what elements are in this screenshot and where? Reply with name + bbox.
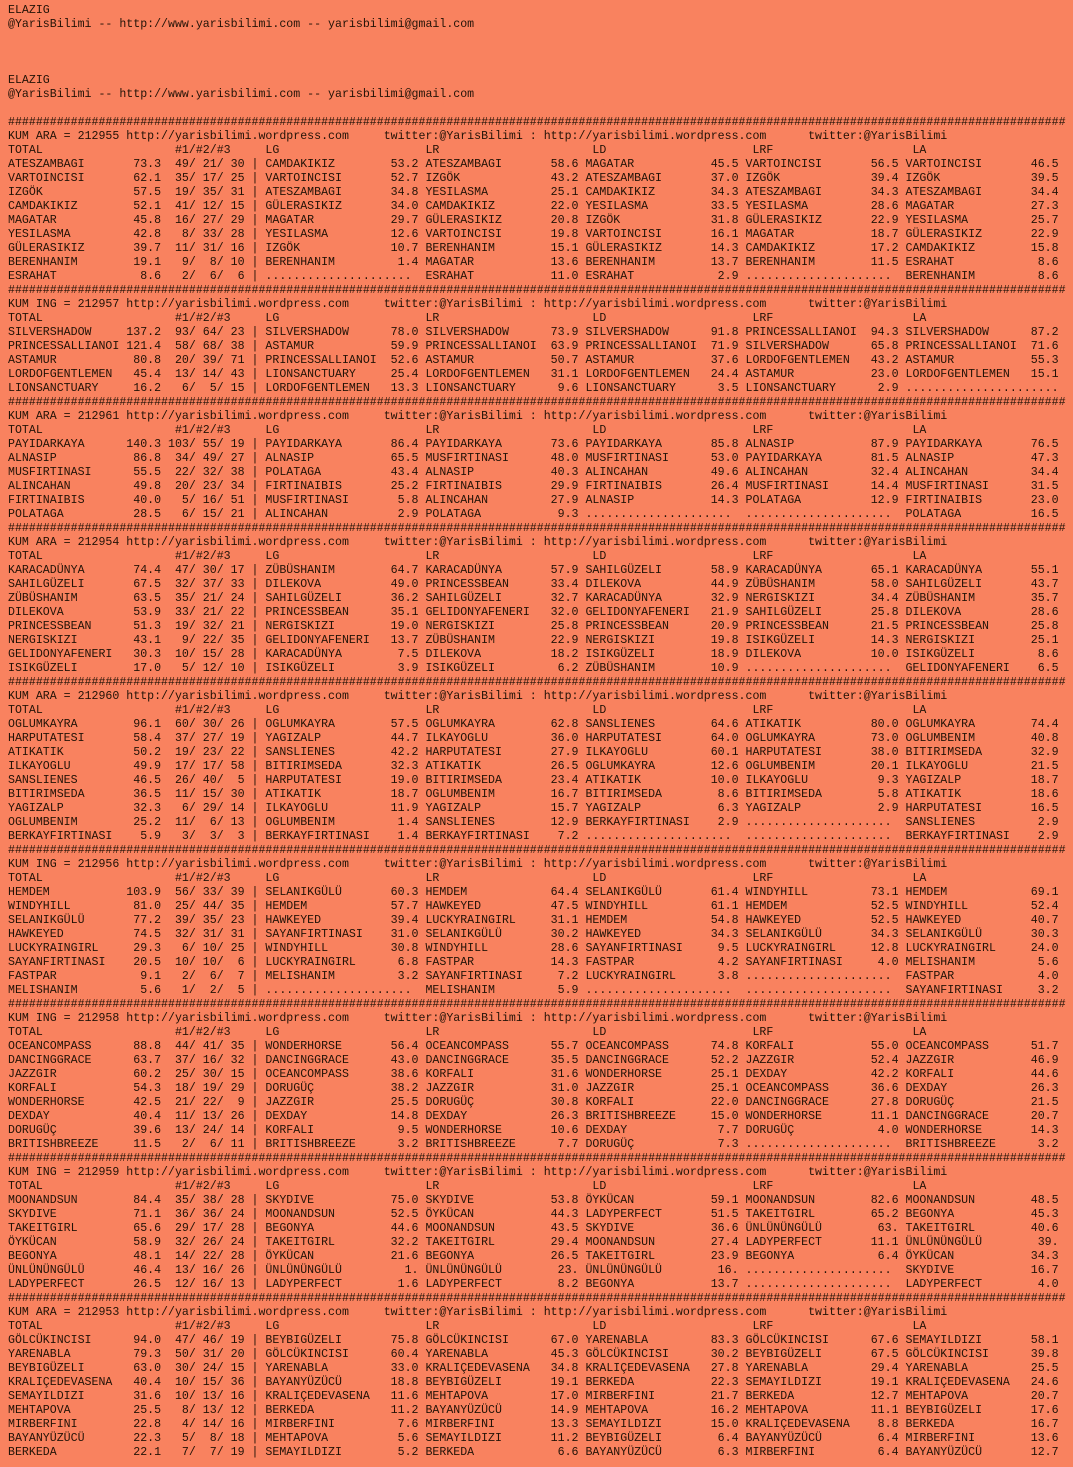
section-title: KUM ARA = 212954 http://yarisbilimi.wordpress.com twitter:@YarisBilimi : http://yarisbilimi.wordpress.com twitter:@YarisBilimi xyxy=(8,536,948,549)
stat-row: SKYDIVE 71.1 36/ 36/ 24 | MOONANDSUN 52.5 ÖYKÜCAN 44.3 LADYPERFECT 51.5 TAKEITGIRL 65.2 BEGONYA 45.3 xyxy=(8,1208,1059,1221)
stat-row: MOONANDSUN 84.4 35/ 38/ 28 | SKYDIVE 75.0 SKYDIVE 53.8 ÖYKÜCAN 59.1 MOONANDSUN 82.6 MOONANDSUN 48.5 xyxy=(8,1194,1059,1207)
stat-row: DILEKOVA 53.9 33/ 21/ 22 | PRINCESSBEAN 35.1 GELIDONYAFENERI 32.0 GELIDONYAFENERI 21.9 SAHILGÜZELI 25.8 DILEKOVA 28.6 xyxy=(8,606,1059,619)
section-separator: ######################################################################################################################################################## xyxy=(8,1292,1066,1305)
section-title: KUM ARA = 212960 http://yarisbilimi.wordpress.com twitter:@YarisBilimi : http://yarisbilimi.wordpress.com twitter:@YarisBilimi xyxy=(8,690,948,703)
stat-row: ATIKATIK 50.2 19/ 23/ 22 | SANSLIENES 42.2 HARPUTATESI 27.9 ILKAYOGLU 60.1 HARPUTATESI 38.0 BITIRIMSEDA 32.9 xyxy=(8,746,1059,759)
section-title: KUM ARA = 212955 http://yarisbilimi.wordpress.com twitter:@YarisBilimi : http://yarisbilimi.wordpress.com twitter:@YarisBilimi xyxy=(8,130,948,143)
city-title: ELAZIG xyxy=(8,74,50,87)
section-212954 xyxy=(8,522,1073,676)
stat-row: HARPUTATESI 58.4 37/ 27/ 19 | YAGIZALP 44.7 ILKAYOGLU 36.0 HARPUTATESI 64.0 OGLUMKAYRA 73.0 OGLUMBENIM 40.8 xyxy=(8,732,1059,745)
race-sections xyxy=(8,116,1073,1460)
blank-line xyxy=(8,102,1073,116)
stat-row: LIONSANCTUARY 16.2 6/ 5/ 15 | LORDOFGENTLEMEN 13.3 LIONSANCTUARY 9.6 LIONSANCTUARY 3.5 LIONSANCTUARY 2.9 ...................... xyxy=(8,382,1059,395)
stat-row: PRINCESSALLIANOI 121.4 58/ 68/ 38 | ASTAMUR 59.9 PRINCESSALLIANOI 63.9 PRINCESSALLIANOI 71.9 SILVERSHADOW 65.8 PRINCESSALLIANOI 71.6 xyxy=(8,340,1059,353)
stat-row: GELIDONYAFENERI 30.3 10/ 15/ 28 | KARACADÜNYA 7.5 DILEKOVA 18.2 ISIKGÜZELI 18.9 DILEKOVA 10.0 ISIKGÜZELI 8.6 xyxy=(8,648,1059,661)
stat-row: ISIKGÜZELI 17.0 5/ 12/ 10 | ISIKGÜZELI 3.9 ISIKGÜZELI 6.2 ZÜBÜSHANIM 10.9 ..................... GELIDONYAFENERI 6.5 xyxy=(8,662,1059,675)
stat-row: LUCKYRAINGIRL 29.3 6/ 10/ 25 | WINDYHILL 30.8 WINDYHILL 28.6 SAYANFIRTINASI 9.5 LUCKYRAINGIRL 12.8 LUCKYRAINGIRL 24.0 xyxy=(8,942,1059,955)
stat-row: ALINCAHAN 49.8 20/ 23/ 34 | FIRTINAIBIS 25.2 FIRTINAIBIS 29.9 FIRTINAIBIS 26.4 MUSFIRTINASI 14.4 MUSFIRTINASI 31.5 xyxy=(8,480,1059,493)
stat-row: SEMAYILDIZI 31.6 10/ 13/ 16 | KRALIÇEDEVASENA 11.6 MEHTAPOVA 17.0 MIRBERFINI 21.7 BERKEDA 12.7 MEHTAPOVA 20.7 xyxy=(8,1390,1059,1403)
stat-row: DEXDAY 40.4 11/ 13/ 26 | DEXDAY 14.8 DEXDAY 26.3 BRITISHBREEZE 15.0 WONDERHORSE 11.1 DANCINGGRACE 20.7 xyxy=(8,1110,1059,1123)
stat-row: BEGONYA 48.1 14/ 22/ 28 | ÖYKÜCAN 21.6 BEGONYA 26.5 TAKEITGIRL 23.9 BEGONYA 6.4 ÖYKÜCAN 34.3 xyxy=(8,1250,1059,1263)
city-title: ELAZIG xyxy=(8,4,50,17)
column-headers: TOTAL #1/#2/#3 LG LR LD LRF LA xyxy=(8,550,1059,563)
column-headers: TOTAL #1/#2/#3 LG LR LD LRF LA xyxy=(8,312,1059,325)
stat-row: BEYBIGÜZELI 63.0 30/ 24/ 15 | YARENABLA 33.0 KRALIÇEDEVASENA 34.8 KRALIÇEDEVASENA 27.8 YARENABLA 29.4 YARENABLA 25.5 xyxy=(8,1362,1059,1375)
section-title: KUM ING = 212958 http://yarisbilimi.wordpress.com twitter:@YarisBilimi : http://yarisbilimi.wordpress.com twitter:@YarisBilimi xyxy=(8,1012,948,1025)
stat-row: ILKAYOGLU 49.9 17/ 17/ 58 | BITIRIMSEDA 32.3 ATIKATIK 26.5 OGLUMKAYRA 12.6 OGLUMBENIM 20.1 ILKAYOGLU 21.5 xyxy=(8,760,1059,773)
byline: @YarisBilimi -- http://www.yarisbilimi.com -- yarisbilimi@gmail.com xyxy=(8,88,475,101)
stat-row: ESRAHAT 8.6 2/ 6/ 6 | ..................... ESRAHAT 11.0 ESRAHAT 2.9 ..................... BERENHANIM 8.6 xyxy=(8,270,1059,283)
stat-row: MUSFIRTINASI 55.5 22/ 32/ 38 | POLATAGA 43.4 ALNASIP 40.3 ALINCAHAN 49.6 ALINCAHAN 32.4 ALINCAHAN 34.4 xyxy=(8,466,1059,479)
section-212958 xyxy=(8,998,1073,1152)
stat-row: DORUGÜÇ 39.6 13/ 24/ 14 | KORFALI 9.5 WONDERHORSE 10.6 DEXDAY 7.7 DORUGÜÇ 4.0 WONDERHORSE 14.3 xyxy=(8,1124,1059,1137)
stat-row: PRINCESSBEAN 51.3 19/ 32/ 21 | NERGISKIZI 19.0 NERGISKIZI 25.8 PRINCESSBEAN 20.9 PRINCESSBEAN 21.5 PRINCESSBEAN 25.8 xyxy=(8,620,1059,633)
stat-row: ASTAMUR 80.8 20/ 39/ 71 | PRINCESSALLIANOI 52.6 ASTAMUR 50.7 ASTAMUR 37.6 LORDOFGENTLEMEN 43.2 ASTAMUR 55.3 xyxy=(8,354,1059,367)
section-212960 xyxy=(8,676,1073,844)
stat-row: YAGIZALP 32.3 6/ 29/ 14 | ILKAYOGLU 11.9 YAGIZALP 15.7 YAGIZALP 6.3 YAGIZALP 2.9 HARPUTATESI 16.5 xyxy=(8,802,1059,815)
stat-row: KRALIÇEDEVASENA 40.4 10/ 15/ 36 | BAYANYÜZÜCÜ 18.8 BEYBIGÜZELI 19.1 BERKEDA 22.3 SEMAYILDIZI 19.1 KRALIÇEDEVASENA 24.6 xyxy=(8,1376,1059,1389)
stat-row: TAKEITGIRL 65.6 29/ 17/ 28 | BEGONYA 44.6 MOONANDSUN 43.5 SKYDIVE 36.6 ÜNLÜNÜNGÜLÜ 63. TAKEITGIRL 40.6 xyxy=(8,1222,1059,1235)
section-212961 xyxy=(8,396,1073,522)
stat-row: PAYIDARKAYA 140.3 103/ 55/ 19 | PAYIDARKAYA 86.4 PAYIDARKAYA 73.6 PAYIDARKAYA 85.8 ALNASIP 87.9 PAYIDARKAYA 76.5 xyxy=(8,438,1059,451)
section-separator: ######################################################################################################################################################## xyxy=(8,844,1066,857)
stat-row: SAYANFIRTINASI 20.5 10/ 10/ 6 | LUCKYRAINGIRL 6.8 FASTPAR 14.3 FASTPAR 4.2 SAYANFIRTINASI 4.0 MELISHANIM 5.6 xyxy=(8,956,1059,969)
section-212955 xyxy=(8,116,1073,284)
column-headers: TOTAL #1/#2/#3 LG LR LD LRF LA xyxy=(8,144,1059,157)
stat-row: FIRTINAIBIS 40.0 5/ 16/ 51 | MUSFIRTINASI 5.8 ALINCAHAN 27.9 ALNASIP 14.3 POLATAGA 12.9 FIRTINAIBIS 23.0 xyxy=(8,494,1059,507)
stat-row: SILVERSHADOW 137.2 93/ 64/ 23 | SILVERSHADOW 78.0 SILVERSHADOW 73.9 SILVERSHADOW 91.8 PRINCESSALLIANOI 94.3 SILVERSHADOW 87.2 xyxy=(8,326,1059,339)
column-headers: TOTAL #1/#2/#3 LG LR LD LRF LA xyxy=(8,872,1059,885)
stat-row: MIRBERFINI 22.8 4/ 14/ 16 | MIRBERFINI 7.6 MIRBERFINI 13.3 SEMAYILDIZI 15.0 KRALIÇEDEVASENA 8.8 BERKEDA 16.7 xyxy=(8,1418,1059,1431)
stat-row: MEHTAPOVA 25.5 8/ 13/ 12 | BERKEDA 11.2 BAYANYÜZÜCÜ 14.9 MEHTAPOVA 16.2 MEHTAPOVA 11.1 BEYBIGÜZELI 17.6 xyxy=(8,1404,1059,1417)
stat-row: YARENABLA 79.3 50/ 31/ 20 | GÖLCÜKINCISI 60.4 YARENABLA 45.3 GÖLCÜKINCISI 30.2 BEYBIGÜZELI 67.5 GÖLCÜKINCISI 39.8 xyxy=(8,1348,1059,1361)
stat-row: OGLUMKAYRA 96.1 60/ 30/ 26 | OGLUMKAYRA 57.5 OGLUMKAYRA 62.8 SANSLIENES 64.6 ATIKATIK 80.0 OGLUMKAYRA 74.4 xyxy=(8,718,1059,731)
stat-row: KORFALI 54.3 18/ 19/ 29 | DORUGÜÇ 38.2 JAZZGIR 31.0 JAZZGIR 25.1 OCEANCOMPASS 36.6 DEXDAY 26.3 xyxy=(8,1082,1059,1095)
blank-line xyxy=(8,60,1073,74)
stat-row: BAYANYÜZÜCÜ 22.3 5/ 8/ 18 | MEHTAPOVA 5.6 SEMAYILDIZI 11.2 BEYBIGÜZELI 6.4 BAYANYÜZÜCÜ 6.4 MIRBERFINI 13.6 xyxy=(8,1432,1059,1445)
section-212953 xyxy=(8,1292,1073,1460)
column-headers: TOTAL #1/#2/#3 LG LR LD LRF LA xyxy=(8,1026,1059,1039)
section-title: KUM ARA = 212953 http://yarisbilimi.wordpress.com twitter:@YarisBilimi : http://yarisbilimi.wordpress.com twitter:@YarisBilimi xyxy=(8,1306,948,1319)
section-separator: ######################################################################################################################################################## xyxy=(8,396,1066,409)
stat-row: SELANIKGÜLÜ 77.2 39/ 35/ 23 | HAWKEYED 39.4 LUCKYRAINGIRL 31.1 HEMDEM 54.8 HAWKEYED 52.5 HAWKEYED 40.7 xyxy=(8,914,1059,927)
stat-row: SANSLIENES 46.5 26/ 40/ 5 | HARPUTATESI 19.0 BITIRIMSEDA 23.4 ATIKATIK 10.0 ILKAYOGLU 9.3 YAGIZALP 18.7 xyxy=(8,774,1059,787)
column-headers: TOTAL #1/#2/#3 LG LR LD LRF LA xyxy=(8,1180,1059,1193)
stat-row: ATESZAMBAGI 73.3 49/ 21/ 30 | CAMDAKIKIZ 53.2 ATESZAMBAGI 58.6 MAGATAR 45.5 VARTOINCISI 56.5 VARTOINCISI 46.5 xyxy=(8,158,1059,171)
stat-row: BERKAYFIRTINASI 5.9 3/ 3/ 3 | BERKAYFIRTINASI 1.4 BERKAYFIRTINASI 7.2 ..................... ..................... BERKAYFIRTINASI 2.9 xyxy=(8,830,1059,843)
blank-line xyxy=(8,32,1073,46)
section-separator: ######################################################################################################################################################## xyxy=(8,116,1066,129)
stat-row: GÜLERASIKIZ 39.7 11/ 31/ 16 | IZGÖK 10.7 BERENHANIM 15.1 GÜLERASIKIZ 14.3 CAMDAKIKIZ 17.2 CAMDAKIKIZ 15.8 xyxy=(8,242,1059,255)
stat-row: BERKEDA 22.1 7/ 7/ 19 | SEMAYILDIZI 5.2 BERKEDA 6.6 BAYANYÜZÜCÜ 6.3 MIRBERFINI 6.4 BAYANYÜZÜCÜ 12.7 xyxy=(8,1446,1059,1459)
column-headers: TOTAL #1/#2/#3 LG LR LD LRF LA xyxy=(8,424,1059,437)
stat-row: HAWKEYED 74.5 32/ 31/ 31 | SAYANFIRTINASI 31.0 SELANIKGÜLÜ 30.2 HAWKEYED 34.3 SELANIKGÜLÜ 34.3 SELANIKGÜLÜ 30.3 xyxy=(8,928,1059,941)
section-separator: ######################################################################################################################################################## xyxy=(8,1152,1066,1165)
stat-row: ÖYKÜCAN 58.9 32/ 26/ 24 | TAKEITGIRL 32.2 TAKEITGIRL 29.4 MOONANDSUN 27.4 LADYPERFECT 11.1 ÜNLÜNÜNGÜLÜ 39. xyxy=(8,1236,1059,1249)
stat-row: GÖLCÜKINCISI 94.0 47/ 46/ 19 | BEYBIGÜZELI 75.8 GÖLCÜKINCISI 67.0 YARENABLA 83.3 GÖLCÜKINCISI 67.6 SEMAYILDIZI 58.1 xyxy=(8,1334,1059,1347)
stat-row: ÜNLÜNÜNGÜLÜ 46.4 13/ 16/ 26 | ÜNLÜNÜNGÜLÜ 1. ÜNLÜNÜNGÜLÜ 23. ÜNLÜNÜNGÜLÜ 16. ..................... SKYDIVE 16.7 xyxy=(8,1264,1059,1277)
column-headers: TOTAL #1/#2/#3 LG LR LD LRF LA xyxy=(8,1320,1059,1333)
stat-row: WONDERHORSE 42.5 21/ 22/ 9 | JAZZGIR 25.5 DORUGÜÇ 30.8 KORFALI 22.0 DANCINGGRACE 27.8 DORUGÜÇ 21.5 xyxy=(8,1096,1059,1109)
stat-row: BERENHANIM 19.1 9/ 8/ 10 | BERENHANIM 1.4 MAGATAR 13.6 BERENHANIM 13.7 BERENHANIM 11.5 ESRAHAT 8.6 xyxy=(8,256,1059,269)
stat-row: ALNASIP 86.8 34/ 49/ 27 | ALNASIP 65.5 MUSFIRTINASI 48.0 MUSFIRTINASI 53.0 PAYIDARKAYA 81.5 ALNASIP 47.3 xyxy=(8,452,1059,465)
section-separator: ######################################################################################################################################################## xyxy=(8,998,1066,1011)
stat-row: POLATAGA 28.5 6/ 15/ 21 | ALINCAHAN 2.9 POLATAGA 9.3 ..................... ..................... POLATAGA 16.5 xyxy=(8,508,1059,521)
section-separator: ######################################################################################################################################################## xyxy=(8,676,1066,689)
stat-row: FASTPAR 9.1 2/ 6/ 7 | MELISHANIM 3.2 SAYANFIRTINASI 7.2 LUCKYRAINGIRL 3.8 ..................... FASTPAR 4.0 xyxy=(8,970,1059,983)
stat-row: KARACADÜNYA 74.4 47/ 30/ 17 | ZÜBÜSHANIM 64.7 KARACADÜNYA 57.9 SAHILGÜZELI 58.9 KARACADÜNYA 65.1 KARACADÜNYA 55.1 xyxy=(8,564,1059,577)
section-212959 xyxy=(8,1152,1073,1292)
stat-row: JAZZGIR 60.2 25/ 30/ 15 | OCEANCOMPASS 38.6 KORFALI 31.6 WONDERHORSE 25.1 DEXDAY 42.2 KORFALI 44.6 xyxy=(8,1068,1059,1081)
section-title: KUM ING = 212957 http://yarisbilimi.wordpress.com twitter:@YarisBilimi : http://yarisbilimi.wordpress.com twitter:@YarisBilimi xyxy=(8,298,948,311)
section-separator: ######################################################################################################################################################## xyxy=(8,522,1066,535)
column-headers: TOTAL #1/#2/#3 LG LR LD LRF LA xyxy=(8,704,1059,717)
section-212956 xyxy=(8,844,1073,998)
stat-row: BITIRIMSEDA 36.5 11/ 15/ 30 | ATIKATIK 18.7 OGLUMBENIM 16.7 BITIRIMSEDA 8.6 BITIRIMSEDA 5.8 ATIKATIK 18.6 xyxy=(8,788,1059,801)
stat-row: LORDOFGENTLEMEN 45.4 13/ 14/ 43 | LIONSANCTUARY 25.4 LORDOFGENTLEMEN 31.1 LORDOFGENTLEMEN 24.4 ASTAMUR 23.0 LORDOFGENTLEMEN 15.1 xyxy=(8,368,1059,381)
stat-row: CAMDAKIKIZ 52.1 41/ 12/ 15 | GÜLERASIKIZ 34.0 CAMDAKIKIZ 22.0 YESILASMA 33.5 YESILASMA 28.6 MAGATAR 27.3 xyxy=(8,200,1059,213)
stat-row: YESILASMA 42.8 8/ 33/ 28 | YESILASMA 12.6 VARTOINCISI 19.8 VARTOINCISI 16.1 MAGATAR 18.7 GÜLERASIKIZ 22.9 xyxy=(8,228,1059,241)
stat-row: ZÜBÜSHANIM 63.5 35/ 21/ 24 | SAHILGÜZELI 36.2 SAHILGÜZELI 32.7 KARACADÜNYA 32.9 NERGISKIZI 34.4 ZÜBÜSHANIM 35.7 xyxy=(8,592,1059,605)
stat-row: BRITISHBREEZE 11.5 2/ 6/ 11 | BRITISHBREEZE 3.2 BRITISHBREEZE 7.7 DORUGÜÇ 7.3 ..................... BRITISHBREEZE 3.2 xyxy=(8,1138,1059,1151)
section-title: KUM ARA = 212961 http://yarisbilimi.wordpress.com twitter:@YarisBilimi : http://yarisbilimi.wordpress.com twitter:@YarisBilimi xyxy=(8,410,948,423)
stat-row: MELISHANIM 5.6 1/ 2/ 5 | ..................... MELISHANIM 5.9 ..................... ..................... SAYANFIRTINASI 3.2 xyxy=(8,984,1059,997)
blank-line xyxy=(8,46,1073,60)
section-title: KUM ING = 212956 http://yarisbilimi.wordpress.com twitter:@YarisBilimi : http://yarisbilimi.wordpress.com twitter:@YarisBilimi xyxy=(8,858,948,871)
stat-row: HEMDEM 103.9 56/ 33/ 39 | SELANIKGÜLÜ 60.3 HEMDEM 64.4 SELANIKGÜLÜ 61.4 WINDYHILL 73.1 HEMDEM 69.1 xyxy=(8,886,1059,899)
stat-row: LADYPERFECT 26.5 12/ 16/ 13 | LADYPERFECT 1.6 LADYPERFECT 8.2 BEGONYA 13.7 ..................... LADYPERFECT 4.0 xyxy=(8,1278,1059,1291)
stat-row: NERGISKIZI 43.1 9/ 22/ 35 | GELIDONYAFENERI 13.7 ZÜBÜSHANIM 22.9 NERGISKIZI 19.8 ISIKGÜZELI 14.3 NERGISKIZI 25.1 xyxy=(8,634,1059,647)
stat-row: VARTOINCISI 62.1 35/ 17/ 25 | VARTOINCISI 52.7 IZGÖK 43.2 ATESZAMBAGI 37.0 IZGÖK 39.4 IZGÖK 39.5 xyxy=(8,172,1059,185)
byline: @YarisBilimi -- http://www.yarisbilimi.com -- yarisbilimi@gmail.com xyxy=(8,18,475,31)
stat-row: DANCINGGRACE 63.7 37/ 16/ 32 | DANCINGGRACE 43.0 DANCINGGRACE 35.5 DANCINGGRACE 52.2 JAZZGIR 52.4 JAZZGIR 46.9 xyxy=(8,1054,1059,1067)
section-212957 xyxy=(8,284,1073,396)
stat-row: IZGÖK 57.5 19/ 35/ 31 | ATESZAMBAGI 34.8 YESILASMA 25.1 CAMDAKIKIZ 34.3 ATESZAMBAGI 34.3 ATESZAMBAGI 34.4 xyxy=(8,186,1059,199)
stat-row: OCEANCOMPASS 88.8 44/ 41/ 35 | WONDERHORSE 56.4 OCEANCOMPASS 55.7 OCEANCOMPASS 74.8 KORFALI 55.0 OCEANCOMPASS 51.7 xyxy=(8,1040,1059,1053)
stat-row: WINDYHILL 81.0 25/ 44/ 35 | HEMDEM 57.7 HAWKEYED 47.5 WINDYHILL 61.1 HEMDEM 52.5 WINDYHILL 52.4 xyxy=(8,900,1059,913)
section-separator: ######################################################################################################################################################## xyxy=(8,284,1066,297)
stat-row: MAGATAR 45.8 16/ 27/ 29 | MAGATAR 29.7 GÜLERASIKIZ 20.8 IZGÖK 31.8 GÜLERASIKIZ 22.9 YESILASMA 25.7 xyxy=(8,214,1059,227)
section-title: KUM ING = 212959 http://yarisbilimi.wordpress.com twitter:@YarisBilimi : http://yarisbilimi.wordpress.com twitter:@YarisBilimi xyxy=(8,1166,948,1179)
stat-row: OGLUMBENIM 25.2 11/ 6/ 13 | OGLUMBENIM 1.4 SANSLIENES 12.9 BERKAYFIRTINASI 2.9 ..................... SANSLIENES 2.9 xyxy=(8,816,1059,829)
stat-row: SAHILGÜZELI 67.5 32/ 37/ 33 | DILEKOVA 49.0 PRINCESSBEAN 33.4 DILEKOVA 44.9 ZÜBÜSHANIM 58.0 SAHILGÜZELI 43.7 xyxy=(8,578,1059,591)
